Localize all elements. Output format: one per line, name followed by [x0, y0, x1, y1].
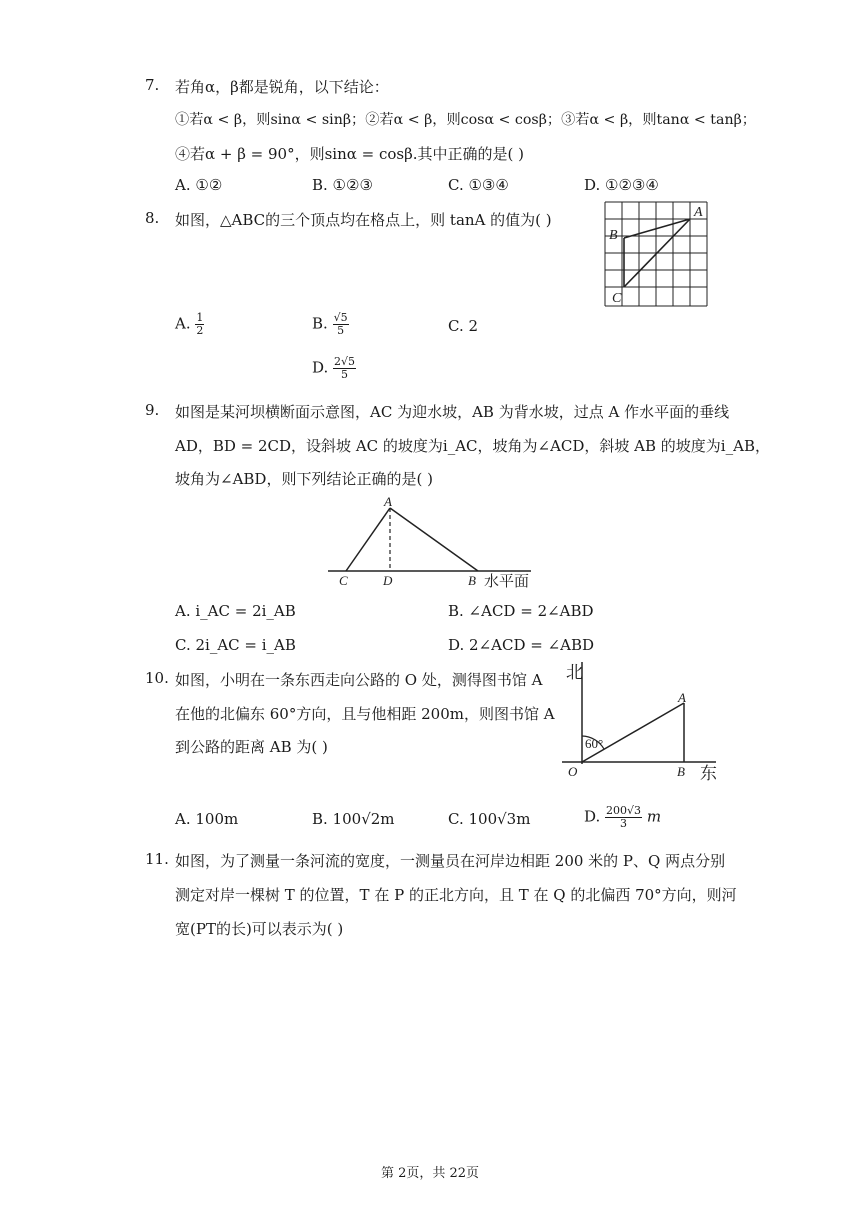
q10-number: 10.	[145, 669, 169, 687]
q8-option-b-den: 5	[337, 324, 345, 337]
q10-option-d-fraction	[605, 805, 642, 830]
q8-option-b-fraction	[333, 312, 349, 337]
q9-label-b: B	[468, 573, 476, 588]
page-footer: 第 2页，共 22页	[380, 1166, 480, 1181]
q10-line2: 在他的北偏东 60°方向，且与他相距 200m，则图书馆 A	[175, 705, 555, 723]
q10-option-c[interactable]: C. 100√3m	[448, 810, 531, 828]
q10-option-a[interactable]: A. 100m	[175, 810, 239, 828]
q7-number: 7.	[145, 76, 160, 94]
q9-dam-figure	[326, 494, 538, 590]
q8-option-d-letter: D.	[312, 358, 329, 377]
q8-option-d-den: 5	[341, 368, 349, 381]
q7-option-b[interactable]: B. ①②③	[312, 176, 373, 194]
q8-grid-figure	[600, 198, 716, 310]
q8-option-b[interactable]	[312, 312, 349, 337]
q9-option-b[interactable]: B. ∠ACD = 2∠ABD	[448, 602, 594, 620]
q10-label-east: 东	[700, 764, 717, 782]
q10-option-d-num: 200√3	[606, 804, 642, 817]
q10-option-d-letter: D.	[584, 807, 601, 826]
q8-label-b: B	[609, 228, 618, 243]
q9-line1: 如图是某河坝横断面示意图，AC 为迎水坡，AB 为背水坡，过点 A 作水平面的垂线	[175, 403, 730, 421]
q10-label-b: B	[677, 764, 685, 779]
q7-stem: 若角α，β都是锐角，以下结论：	[175, 78, 389, 96]
q8-option-a-letter: A.	[175, 314, 191, 333]
q11-number: 11.	[145, 850, 169, 868]
q9-label-a: A	[384, 494, 392, 509]
q7-line2: ①若α < β，则sinα < sinβ；②若α < β，则cosα < cosβ；③若α < β，则tanα < tanβ；	[175, 112, 756, 128]
q7-option-d[interactable]: D. ①②③④	[584, 176, 659, 194]
q8-stem: 如图，△ABC的三个顶点均在格点上，则 tanA 的值为( )	[175, 211, 552, 229]
q9-option-d[interactable]: D. 2∠ACD = ∠ABD	[448, 636, 595, 654]
q10-option-b[interactable]: B. 100√2m	[312, 810, 395, 828]
q9-label-c: C	[339, 573, 348, 588]
q11-line1: 如图，为了测量一条河流的宽度，一测量员在河岸边相距 200 米的 P、Q 两点分别	[175, 852, 726, 870]
q8-number: 8.	[145, 209, 160, 227]
q10-label-north: 北	[566, 663, 583, 682]
q9-option-c[interactable]: C. 2i_AC = i_AB	[175, 636, 296, 654]
q9-line2: AD，BD = 2CD，设斜坡 AC 的坡度为i_AC，坡角为∠ACD，斜坡 AB 的坡度为i_AB，	[175, 437, 770, 455]
q9-number: 9.	[145, 401, 160, 419]
q10-label-angle: 60°	[585, 736, 604, 751]
q10-bearing-figure	[560, 658, 718, 782]
q9-option-a[interactable]: A. i_AC = 2i_AB	[175, 602, 296, 620]
q8-option-b-letter: B.	[312, 314, 328, 333]
q8-option-b-num: √5	[333, 311, 348, 324]
q10-option-d[interactable]	[584, 805, 661, 830]
q9-label-water: 水平面	[484, 574, 530, 590]
q7-option-c[interactable]: C. ①③④	[448, 176, 509, 194]
q10-label-a: A	[678, 690, 686, 705]
q10-label-o: O	[568, 764, 578, 779]
q7-line3: ④若α + β = 90°，则sinα = cosβ.其中正确的是( )	[175, 145, 525, 163]
q9-line3: 坡角为∠ABD，则下列结论正确的是( )	[175, 470, 433, 488]
q11-line3: 宽(PT的长)可以表示为( )	[175, 920, 344, 938]
q8-option-d-fraction	[333, 356, 356, 381]
q8-option-a-num: 1	[196, 311, 204, 324]
q8-option-c[interactable]: C. 2	[448, 317, 479, 335]
q8-option-d[interactable]	[312, 356, 356, 381]
q8-option-a-fraction	[195, 312, 204, 337]
q8-option-a-den: 2	[196, 324, 204, 337]
q8-option-d-num: 2√5	[334, 355, 356, 368]
q7-option-a[interactable]: A. ①②	[175, 176, 223, 194]
q8-option-a[interactable]	[175, 312, 204, 337]
q11-line2: 测定对岸一棵树 T 的位置，T 在 P 的正北方向，且 T 在 Q 的北偏西 70°方向，则河	[175, 886, 737, 904]
q10-option-d-den: 3	[620, 817, 628, 830]
q9-label-d: D	[383, 573, 393, 588]
q10-option-d-unit: m	[646, 807, 662, 826]
q8-label-c: C	[612, 291, 622, 306]
q8-label-a: A	[694, 205, 703, 220]
q10-line3: 到公路的距离 AB 为( )	[175, 738, 328, 756]
q10-line1: 如图，小明在一条东西走向公路的 O 处，测得图书馆 A	[175, 671, 543, 689]
